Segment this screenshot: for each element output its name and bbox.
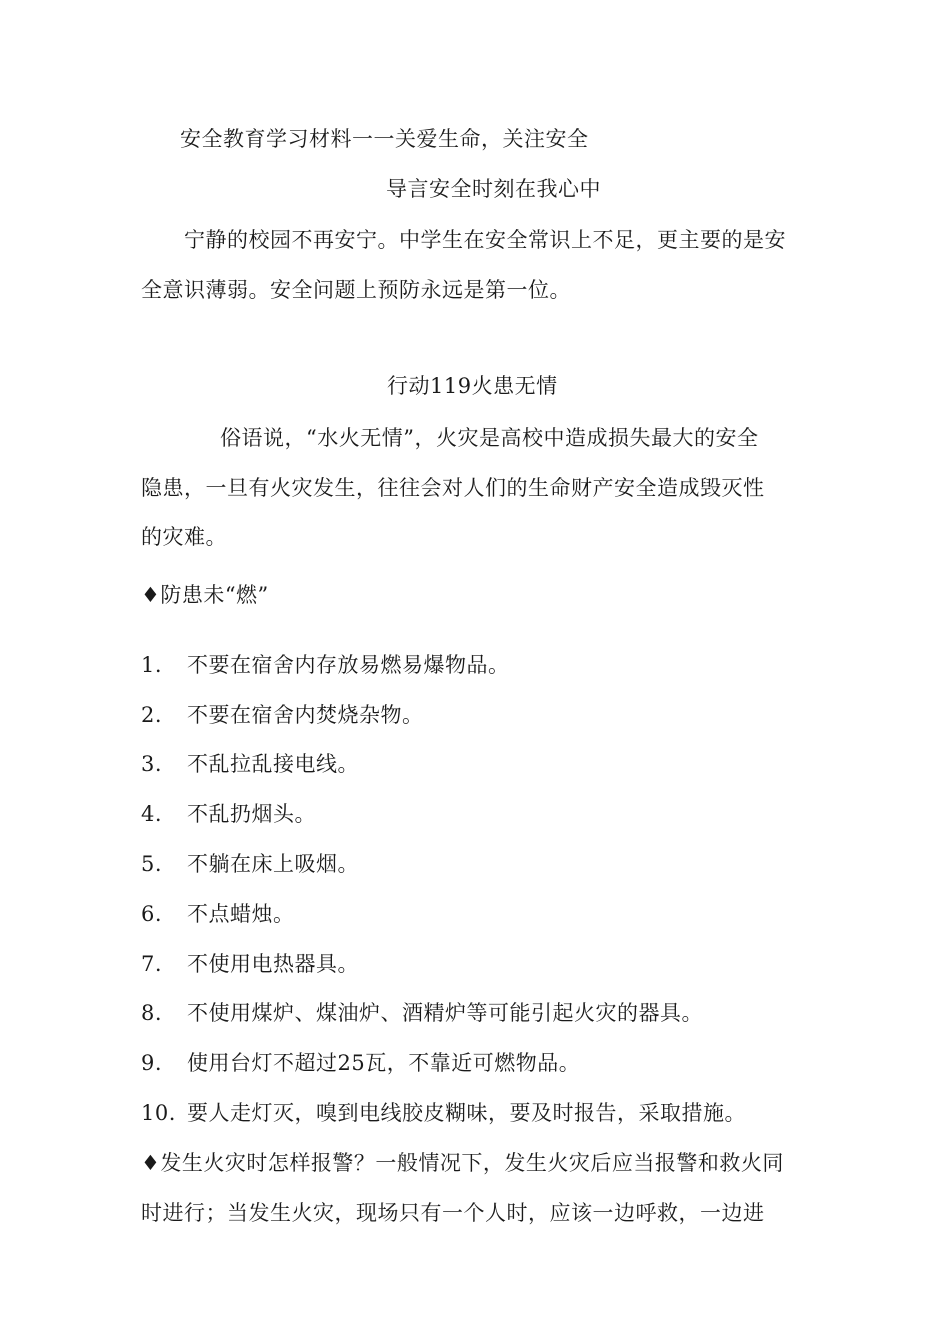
list-item-text: 不使用煤炉、煤油炉、酒精炉等可能引起火灾的器具。 xyxy=(187,1001,703,1025)
document-title: 安全教育学习材料一一关爱生命，关注安全 xyxy=(180,127,589,151)
list-item xyxy=(141,1099,746,1127)
list-item-text: 不乱拉乱接电线。 xyxy=(187,752,359,776)
list-item-number: 5. xyxy=(141,852,163,876)
list-item-number: 7. xyxy=(141,952,163,976)
list-item-number: 10. xyxy=(141,1101,176,1125)
intro-heading: 导言安全时刻在我心中 xyxy=(386,177,601,201)
list-item xyxy=(141,800,316,828)
list-item-number: 3. xyxy=(141,752,163,776)
section-line-3: 的灾难。 xyxy=(141,525,227,549)
intro-line-1: 宁静的校园不再安宁。中学生在安全常识上不足，更主要的是安 xyxy=(184,228,786,252)
list-item xyxy=(141,750,359,778)
list-item-text: 使用台灯不超过25瓦，不靠近可燃物品。 xyxy=(187,1051,581,1075)
list-item-text: 不要在宿舍内焚烧杂物。 xyxy=(187,703,424,727)
alarm-line-1: ♦发生火灾时怎样报警？一般情况下，发生火灾后应当报警和救火同 xyxy=(141,1151,784,1175)
list-item-number: 2. xyxy=(141,703,163,727)
intro-line-2: 全意识薄弱。安全问题上预防永远是第一位。 xyxy=(141,278,571,302)
list-item-text: 不要在宿舍内存放易燃易爆物品。 xyxy=(187,653,510,677)
list-item xyxy=(141,651,510,679)
list-item xyxy=(141,701,424,729)
list-item-text: 不点蜡烛。 xyxy=(187,902,295,926)
section-heading: 行动119火患无情 xyxy=(387,374,558,398)
alarm-line-2: 时进行；当发生火灾，现场只有一个人时，应该一边呼救，一边进 xyxy=(141,1201,765,1225)
list-item-number: 6. xyxy=(141,902,163,926)
list-item-number: 8. xyxy=(141,1001,163,1025)
list-item-text: 不躺在床上吸烟。 xyxy=(187,852,359,876)
list-item xyxy=(141,850,359,878)
list-item xyxy=(141,1049,580,1077)
prevention-heading: ♦防患未“燃” xyxy=(141,583,269,607)
list-item-text: 要人走灯灭，嗅到电线胶皮糊味，要及时报告，采取措施。 xyxy=(187,1101,746,1125)
list-item-text: 不乱扔烟头。 xyxy=(187,802,316,826)
list-item xyxy=(141,950,359,978)
list-item-number: 4. xyxy=(141,802,163,826)
list-item xyxy=(141,999,703,1027)
list-item xyxy=(141,900,295,928)
section-line-1: 俗语说，“水火无情”，火灾是高校中造成损失最大的安全 xyxy=(220,426,759,450)
list-item-number: 1. xyxy=(141,653,163,677)
list-item-text: 不使用电热器具。 xyxy=(187,952,359,976)
list-item-number: 9. xyxy=(141,1051,163,1075)
section-line-2: 隐患，一旦有火灾发生，往往会对人们的生命财产安全造成毁灭性 xyxy=(141,476,765,500)
